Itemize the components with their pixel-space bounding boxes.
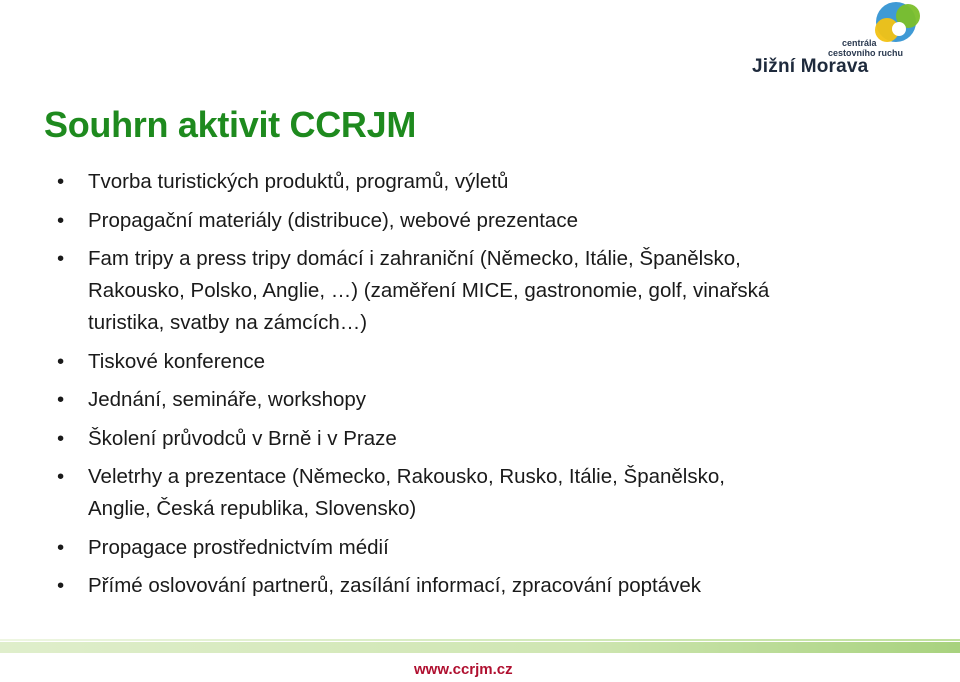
logo-brand: Jižní Morava (752, 56, 869, 77)
bullet-item (52, 570, 852, 602)
bullet-dot-icon: • (57, 465, 65, 488)
logo-tagline-1: centrála (842, 38, 877, 48)
bullet-text-line: Tiskové konference (88, 349, 265, 373)
bullet-dot-icon: • (57, 535, 65, 559)
bullet-text-line: Školení průvodců v Brně i v Praze (88, 426, 397, 450)
bullet-dot-icon: • (57, 247, 65, 270)
slide-title: Souhrn aktivit CCRJM (44, 104, 417, 145)
ccrjm-logo (746, 0, 930, 82)
footer-line (0, 639, 960, 641)
bullet-item (52, 205, 852, 237)
footer-url[interactable]: www.ccrjm.cz (414, 661, 513, 678)
bullet-dot-icon: • (57, 170, 65, 193)
bullet-item (52, 461, 852, 525)
bullet-text-line: Veletrhy a prezentace (Německo, Rakousko, Rusko, Itálie, Španělsko, (88, 465, 725, 488)
bullet-dot-icon: • (57, 388, 65, 411)
bullet-text-line: Propagační materiály (distribuce), webové prezentace (88, 208, 578, 232)
bullet-dot-icon: • (57, 349, 65, 373)
footer-bar (0, 642, 960, 653)
bullet-text-line: Rakousko, Polsko, Anglie, …) (zaměření MICE, gastronomie, golf, vinařská (88, 279, 770, 302)
bullet-item (52, 243, 852, 339)
bullet-text-line: Anglie, Česká republika, Slovensko) (88, 497, 417, 520)
bullet-item (52, 532, 852, 564)
bullet-item (52, 346, 852, 378)
bullet-item (52, 166, 852, 198)
bullet-text-line: Přímé oslovování partnerů, zasílání informací, zpracování poptávek (88, 574, 702, 597)
bullet-item (52, 423, 852, 455)
logo-tagline-2: cestovního ruchu (828, 48, 904, 58)
bullet-text-line: Fam tripy a press tripy domácí i zahraniční (Německo, Itálie, Španělsko, (88, 247, 741, 270)
bullet-dot-icon: • (57, 426, 65, 450)
bullet-text-line: Propagace prostřednictvím médií (88, 535, 389, 559)
bullet-text-line: turistika, svatby na zámcích…) (88, 311, 368, 334)
bullet-dot-icon: • (57, 574, 65, 597)
bullet-text-line: Tvorba turistických produktů, programů, výletů (88, 170, 509, 193)
bullet-list (52, 166, 852, 609)
bullet-text-line: Jednání, semináře, workshopy (88, 388, 367, 411)
bullet-dot-icon: • (57, 208, 65, 232)
bullet-item (52, 384, 852, 416)
